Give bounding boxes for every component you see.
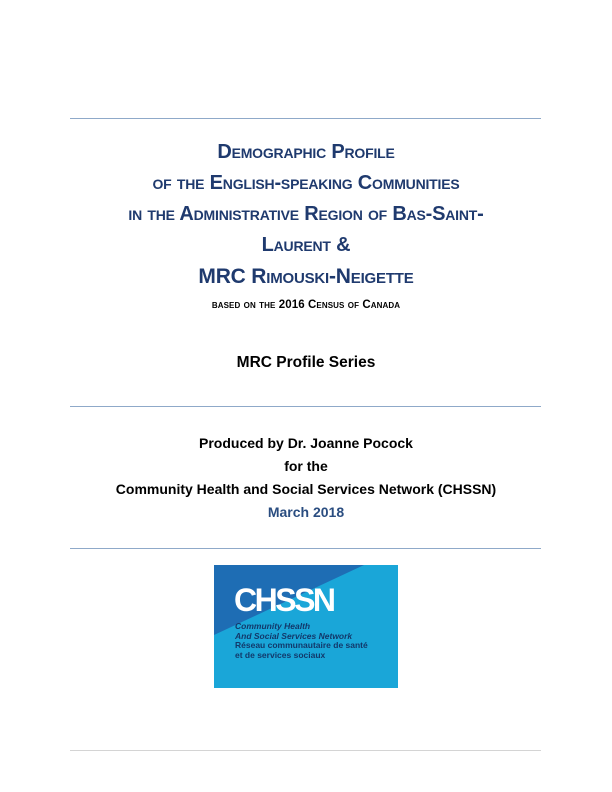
title-line-3: in the Administrative Region of Bas-Saint- [128, 203, 484, 225]
title-subtitle: based on the 2016 Census of Canada [211, 299, 401, 311]
title-line-4: Laurent & [261, 234, 351, 256]
logo-line-2: And Social Services Network [235, 630, 353, 641]
middle-divider [70, 406, 541, 407]
logo-tagline [235, 622, 368, 660]
organization-name: Community Health and Social Services Network (CHSSN) [115, 481, 497, 497]
top-divider [70, 118, 541, 119]
lower-divider [70, 548, 541, 549]
publication-date: March 2018 [267, 504, 345, 520]
logo-line-4: et de services sociaux [235, 649, 326, 660]
series-label: MRC Profile Series [236, 354, 376, 371]
credits-block [0, 432, 612, 524]
logo-line-3: Réseau communautaire de santé [235, 640, 368, 650]
for-the: for the [284, 458, 328, 474]
produced-by: Produced by Dr. Joanne Pocock [199, 435, 413, 451]
title-line-5: MRC Rimouski-Neigette [198, 265, 414, 288]
title-line-2: of the English-speaking Communities [152, 172, 460, 194]
document-title [40, 137, 572, 312]
logo-line-1: Community Health [235, 621, 311, 631]
bottom-divider [70, 750, 541, 751]
title-line-1: Demographic Profile [217, 141, 395, 163]
logo-wordmark: CHSSN [234, 582, 334, 618]
chssn-logo [214, 565, 398, 688]
